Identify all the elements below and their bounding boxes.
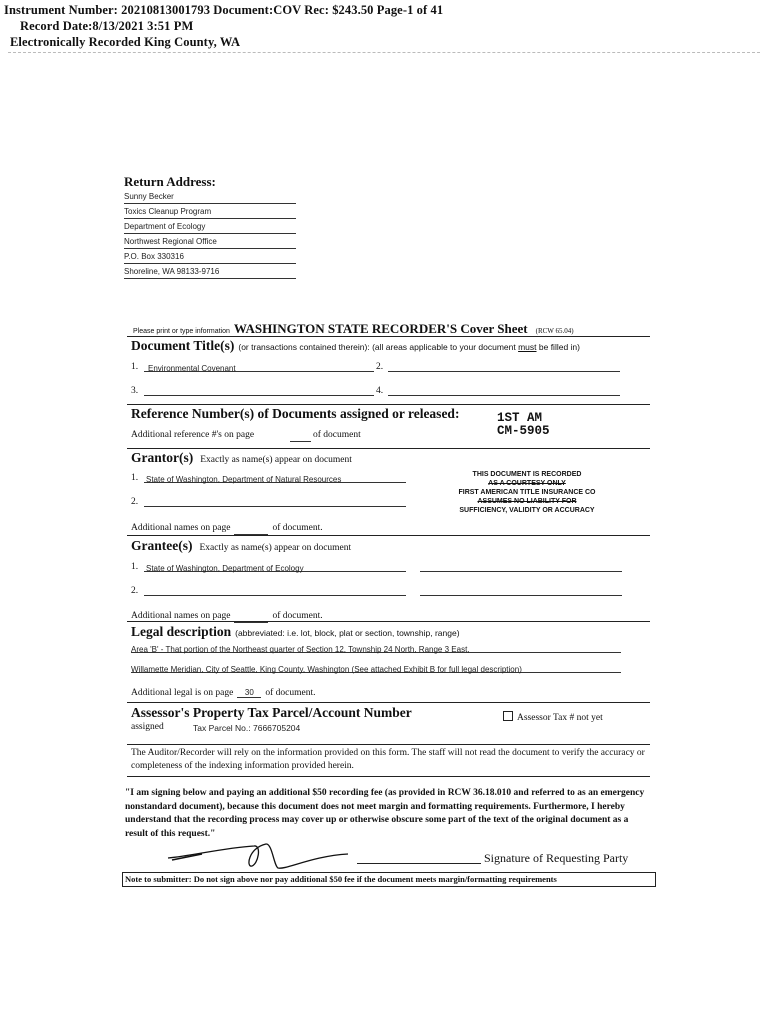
grantor-number-1: 1. <box>131 473 139 483</box>
reference-stamp-line-1: 1ST AM <box>497 411 543 425</box>
legal-additional-page-field[interactable]: 30 <box>237 688 261 698</box>
signature-scribble <box>162 836 352 872</box>
return-address-line: Sunny Becker <box>124 189 296 204</box>
tax-assigned-label: assigned <box>131 722 164 732</box>
assessor-tax-label: Assessor Tax # not yet <box>517 713 603 723</box>
document-title-4-field[interactable] <box>388 382 620 396</box>
courtesy-recording-stamp <box>432 470 622 515</box>
legal-line-1-field[interactable] <box>131 639 621 653</box>
reference-stamp-line-2: CM-5905 <box>497 424 550 438</box>
legal-line-1-value: Area 'B' - That portion of the Northeast quarter of Section 12, Township 24 North, Range 3 East, <box>131 645 470 654</box>
grantee-1-extra-field[interactable] <box>420 558 622 572</box>
please-print-note: Please print or type information <box>133 328 230 335</box>
title-number-1: 1. <box>131 362 139 372</box>
submitter-note: Note to submitter: Do not sign above nor pay additional $50 fee if the document meets margin/formatting requirements <box>122 872 656 887</box>
grantor-additional: Additional names on page of document. <box>131 523 323 533</box>
grantor-additional-page-field[interactable] <box>234 525 268 535</box>
document-title-note: (or transactions contained therein): (all areas applicable to your document must be filled in) <box>238 342 580 352</box>
document-title-3-field[interactable] <box>144 382 374 396</box>
additional-reference-page-field[interactable] <box>290 432 311 442</box>
scan-divider <box>8 52 760 53</box>
grantee-heading: Grantee(s) <box>131 538 193 553</box>
document-title-1-value: Environmental Covenant <box>148 364 236 373</box>
return-address-line: Department of Ecology <box>124 219 296 234</box>
grantee-1-value: State of Washington, Department of Ecology <box>146 564 304 573</box>
grantor-1-value: State of Washington, Department of Natural Resources <box>146 475 342 484</box>
grantee-1-field[interactable] <box>144 558 406 572</box>
grantor-number-2: 2. <box>131 497 139 507</box>
fee-statement: "I am signing below and paying an additional $50 recording fee (as provided in RCW 36.18.010 and referred to as an emergency nonstandard document), because this document does not meet margin and formatting requirements. Furthermore, I hereby understand that the recording process may cover up or otherwise obscure some part of the text of the original document as a result of this request." <box>125 788 645 839</box>
grantee-number-2: 2. <box>131 586 139 596</box>
recorded-county-line: Electronically Recorded King County, WA <box>10 35 241 49</box>
rcw-reference: (RCW 65.04) <box>535 327 574 335</box>
grantor-2-field[interactable] <box>144 493 406 507</box>
document-title-section <box>131 337 580 355</box>
legal-additional: Additional legal is on page 30 of document. <box>131 688 316 698</box>
signature-label: Signature of Requesting Party <box>484 851 629 865</box>
return-address-line: Toxics Cleanup Program <box>124 204 296 219</box>
reference-stamp <box>497 412 550 438</box>
grantor-heading: Grantor(s) <box>131 450 194 465</box>
tax-parcel-number[interactable]: Tax Parcel No.: 7666705204 <box>193 723 301 733</box>
grantor-section <box>131 449 352 467</box>
additional-reference-label: Additional reference #'s on page <box>131 430 255 440</box>
grantee-2-extra-field[interactable] <box>420 582 622 596</box>
signature-line[interactable] <box>357 863 481 864</box>
title-number-2: 2. <box>376 362 384 372</box>
stamp-line: FIRST AMERICAN TITLE INSURANCE CO <box>458 489 596 496</box>
assessor-tax-option <box>503 707 603 725</box>
return-address-line: Shoreline, WA 98133-9716 <box>124 264 296 279</box>
return-address-line: P.O. Box 330316 <box>124 249 296 264</box>
grantee-number-1: 1. <box>131 562 139 572</box>
title-number-4: 4. <box>376 386 384 396</box>
grantor-1-field[interactable] <box>144 469 406 483</box>
grantee-2-field[interactable] <box>144 582 406 596</box>
legal-line-2-field[interactable] <box>131 659 621 673</box>
reference-heading: Reference Number(s) of Documents assigned or released: <box>131 406 460 421</box>
title-number-3: 3. <box>131 386 139 396</box>
legal-subheading: (abbreviated: i.e. lot, block, plat or section, township, range) <box>235 628 460 638</box>
legal-heading: Legal description <box>131 624 232 639</box>
assessor-tax-checkbox[interactable] <box>503 711 513 721</box>
grantee-section <box>131 537 351 555</box>
grantee-subheading: Exactly as name(s) appear on document <box>199 543 352 553</box>
grantee-additional: Additional names on page of document. <box>131 611 323 621</box>
grantor-subheading: Exactly as name(s) appear on document <box>200 455 352 465</box>
stamp-line: SUFFICIENCY, VALIDITY OR ACCURACY <box>459 507 595 514</box>
document-title-heading: Document Title(s) <box>131 338 235 353</box>
return-address-block <box>124 189 296 279</box>
instrument-number-line: Instrument Number: 20210813001793 Document:COV Rec: $243.50 Page-1 of 41 <box>4 3 444 17</box>
auditor-disclaimer: The Auditor/Recorder will rely on the information provided on this form. The staff will not read the document to verify the accuracy or completeness of the indexing information provided herein. <box>131 748 645 771</box>
stamp-line: THIS DOCUMENT IS RECORDED <box>472 471 582 478</box>
tax-parcel-heading: Assessor's Property Tax Parcel/Account Number <box>131 705 412 720</box>
record-date-line: Record Date:8/13/2021 3:51 PM <box>20 19 194 33</box>
stamp-line: ASSUMES NO LIABILITY FOR <box>477 498 577 505</box>
return-address-line: Northwest Regional Office <box>124 234 296 249</box>
document-title-1-field[interactable] <box>144 358 374 372</box>
additional-reference-of-document: of document <box>313 430 361 440</box>
return-address-title: Return Address: <box>124 174 216 189</box>
document-title-2-field[interactable] <box>388 358 620 372</box>
stamp-line: AS A COURTESY ONLY <box>488 480 566 487</box>
cover-sheet-title: WASHINGTON STATE RECORDER'S Cover Sheet <box>233 321 528 336</box>
legal-line-2-value: Willamette Meridian, City of Seattle, King County, Washington (See attached Exhibit B for full legal description) <box>131 665 522 674</box>
